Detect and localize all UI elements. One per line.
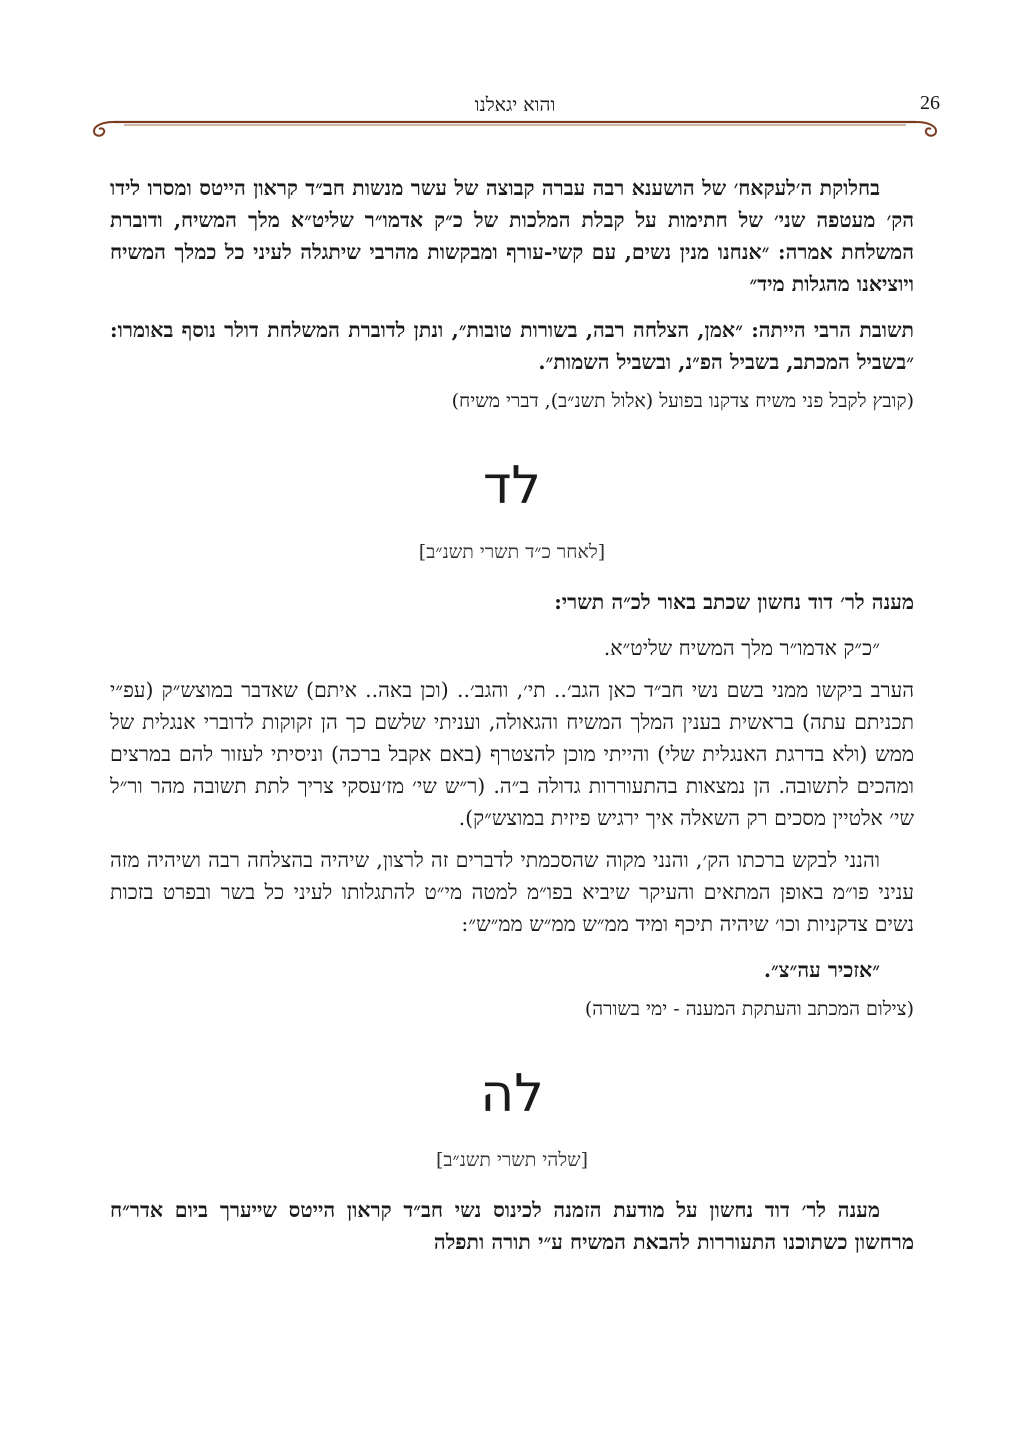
letter-paragraph: הערב ביקשו ממני בשם נשי חב״ד כאן הגב׳.. תי׳, והגב׳.. (וכן באה.. איתם) שאדבר במוצש״ק (עפ״י תכניתם עתה) בראשית בענין המלך המשיח והגאולה, ועניתי שלשם כך הן זקוקות לדוברי אנגלית של ממש (ולא בדרגת האנגלית שלי) והייתי מוכן להצטרף (באם אקבל ברכה) וניסיתי לעזור להם במרצים ומהכים לתשובה. הן נמצאות בהתעוררות גדולה ב״ה. (ר״ש שי׳ מז׳עסקי צריך לתת תשובה מהר ור״ל שי׳ אלטיין מסכים רק השאלה איך ירגיש פיזית במוצש״ק). [110,678,914,830]
letter-intro: מענה לר׳ דוד נחשון שכתב באור לכ״ה תשרי: [554,590,914,614]
answer-intro: תשובת הרבי הייתה: [742,318,914,342]
answer-quote-second: ״בשביל המכתב, בשביל הפ״נ, ובשביל השמות״. [538,350,914,374]
running-title: והוא יגאלנו [474,94,556,116]
source-citation: (צילום המכתב והעתקת המענה - ימי בשורה) [584,998,914,1020]
section-date: [שלהי תשרי תשנ״ב] [435,1149,589,1171]
section-date: [לאחר כ״ד תשרי תשנ״ב] [418,541,606,563]
page-header [90,90,940,136]
section-heading-lamed-dalet: לד [483,456,541,516]
answer-quote: ״אמן, הצלחה רבה, בשורות טובות״ [458,318,743,342]
letter-intro: מענה לר׳ דוד נחשון על מודעת הזמנה לכינוס נשי חב״ד קראון הייטס שייערך ביום אדר״ח מרחשון כשתוכנו התעוררות להבאת המשיח ע״י תורה ותפלה [110,1198,914,1254]
letter-salutation: ״כ״ק אדמו״ר מלך המשיח שליט״א. [603,636,880,660]
letter-paragraph: והנני לבקש ברכתו הק׳, והנני מקוה שהסכמתי לדברים זה לרצון, שיהיה בהצלחה רבה ושיהיה מזה עניני פו״מ באופן המתאים והעיקר שיביא בפו״מ למטה מי״ט להתגלותו לעיני כל בשר ובפרט בזכות נשים צדקניות וכו׳ שיהיה תיכף ומיד ממ״ש ממ״ש ממ״ש״: [110,848,914,936]
left-scroll-ornament [94,122,120,136]
rebbe-reply: ״אזכיר עה״צ״. [763,958,880,982]
section-heading-lamed-heh: לה [480,1064,544,1124]
answer-continuation: , ונתן לדוברת המשלחת דולר נוסף באומרו: [110,318,459,342]
right-scroll-ornament [910,122,936,136]
ornamental-header-rule [90,116,940,138]
page-body [110,172,914,1258]
paragraph-rebbe-answer [110,314,914,378]
paragraph-lekach-distribution: בחלוקת ה׳לעקאח׳ של הושענא רבה עברה קבוצה של עשר מנשות חב״ד קראון הייטס ומסרו לידו הק׳ מעטפה שני׳ של חתימות על קבלת המלכות של כ״ק אדמו״ר שליט״א מלך המשיח, ודוברת המשלחת אמרה: ״אנחנו מנין נשים, עם קשי-עורף ומבקשות מהרבי שיתגלה לעיני כל כמלך המשיח ויוציאנו מהגלות מיד״ [110,176,914,296]
source-citation: (קובץ לקבל פני משיח צדקנו בפועל (אלול תשנ״ב), דברי משיח) [451,390,914,412]
page-number: 26 [920,92,940,114]
